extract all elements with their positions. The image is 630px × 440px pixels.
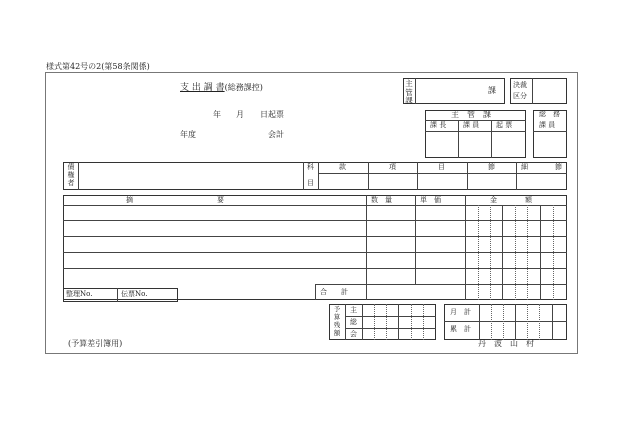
description-header: 摘 要 xyxy=(126,196,224,204)
fiscal-year-label: 年度 xyxy=(180,130,196,139)
day-label: 日起票 xyxy=(260,110,284,119)
total-label: 合 計 xyxy=(320,288,348,296)
account-code-label-bottom: 目 xyxy=(307,179,314,187)
form-number: 様式第42号の2(第58条関係) xyxy=(46,62,150,71)
document-title-main: 支 出 調 書 xyxy=(180,83,225,93)
cumulative-total-label: 累 計 xyxy=(450,325,471,333)
approval-label-line2: 区分 xyxy=(513,92,527,100)
setsu-header: 節 xyxy=(488,163,495,171)
stamp-drafter: 起 票 xyxy=(496,121,513,129)
budget-row-account: 会 xyxy=(350,330,357,338)
monthly-total-label: 月 計 xyxy=(450,308,471,316)
general-affairs-staff: 課 員 xyxy=(539,121,556,129)
creditor-label: 債 権 者 xyxy=(67,163,75,188)
year-label: 年 xyxy=(213,110,221,119)
moku-header: 目 xyxy=(438,163,445,171)
managing-section-label: 主 管 課 xyxy=(405,79,413,106)
creditor-field[interactable] xyxy=(80,164,302,188)
document-title-suffix: (総務課控) xyxy=(224,83,263,92)
general-affairs-title: 総 務 xyxy=(539,110,560,118)
saisetsu-header: 節 xyxy=(555,163,562,171)
section-suffix: 課 xyxy=(488,86,496,95)
quantity-header: 数 量 xyxy=(371,196,392,204)
budget-ledger-note: (予算差引簿用) xyxy=(68,339,123,348)
account-label: 会計 xyxy=(268,130,284,139)
budget-row-main: 主 xyxy=(350,306,357,314)
stamp-chief: 課 長 xyxy=(430,121,447,129)
approval-label-line1: 決裁 xyxy=(513,81,527,89)
budget-balance-label: 予 算 残 額 xyxy=(333,305,341,338)
month-label: 月 xyxy=(236,110,244,119)
account-code-label-top: 科 xyxy=(307,163,314,171)
stamp-staff: 課 員 xyxy=(463,121,480,129)
unit-price-header: 単 価 xyxy=(420,196,441,204)
budget-row-general: 総 xyxy=(350,318,357,326)
managing-stamp-title: 主 管 課 xyxy=(451,110,491,119)
kan-header: 款 xyxy=(339,163,346,171)
municipality-name: 丹 波 山 村 xyxy=(478,339,534,348)
amount-header: 金 額 xyxy=(490,196,532,204)
kou-header: 項 xyxy=(389,163,396,171)
arrangement-no-label: 整理No. xyxy=(66,290,93,298)
voucher-no-label: 伝票No. xyxy=(121,290,148,298)
sai-header: 細 xyxy=(521,163,528,171)
